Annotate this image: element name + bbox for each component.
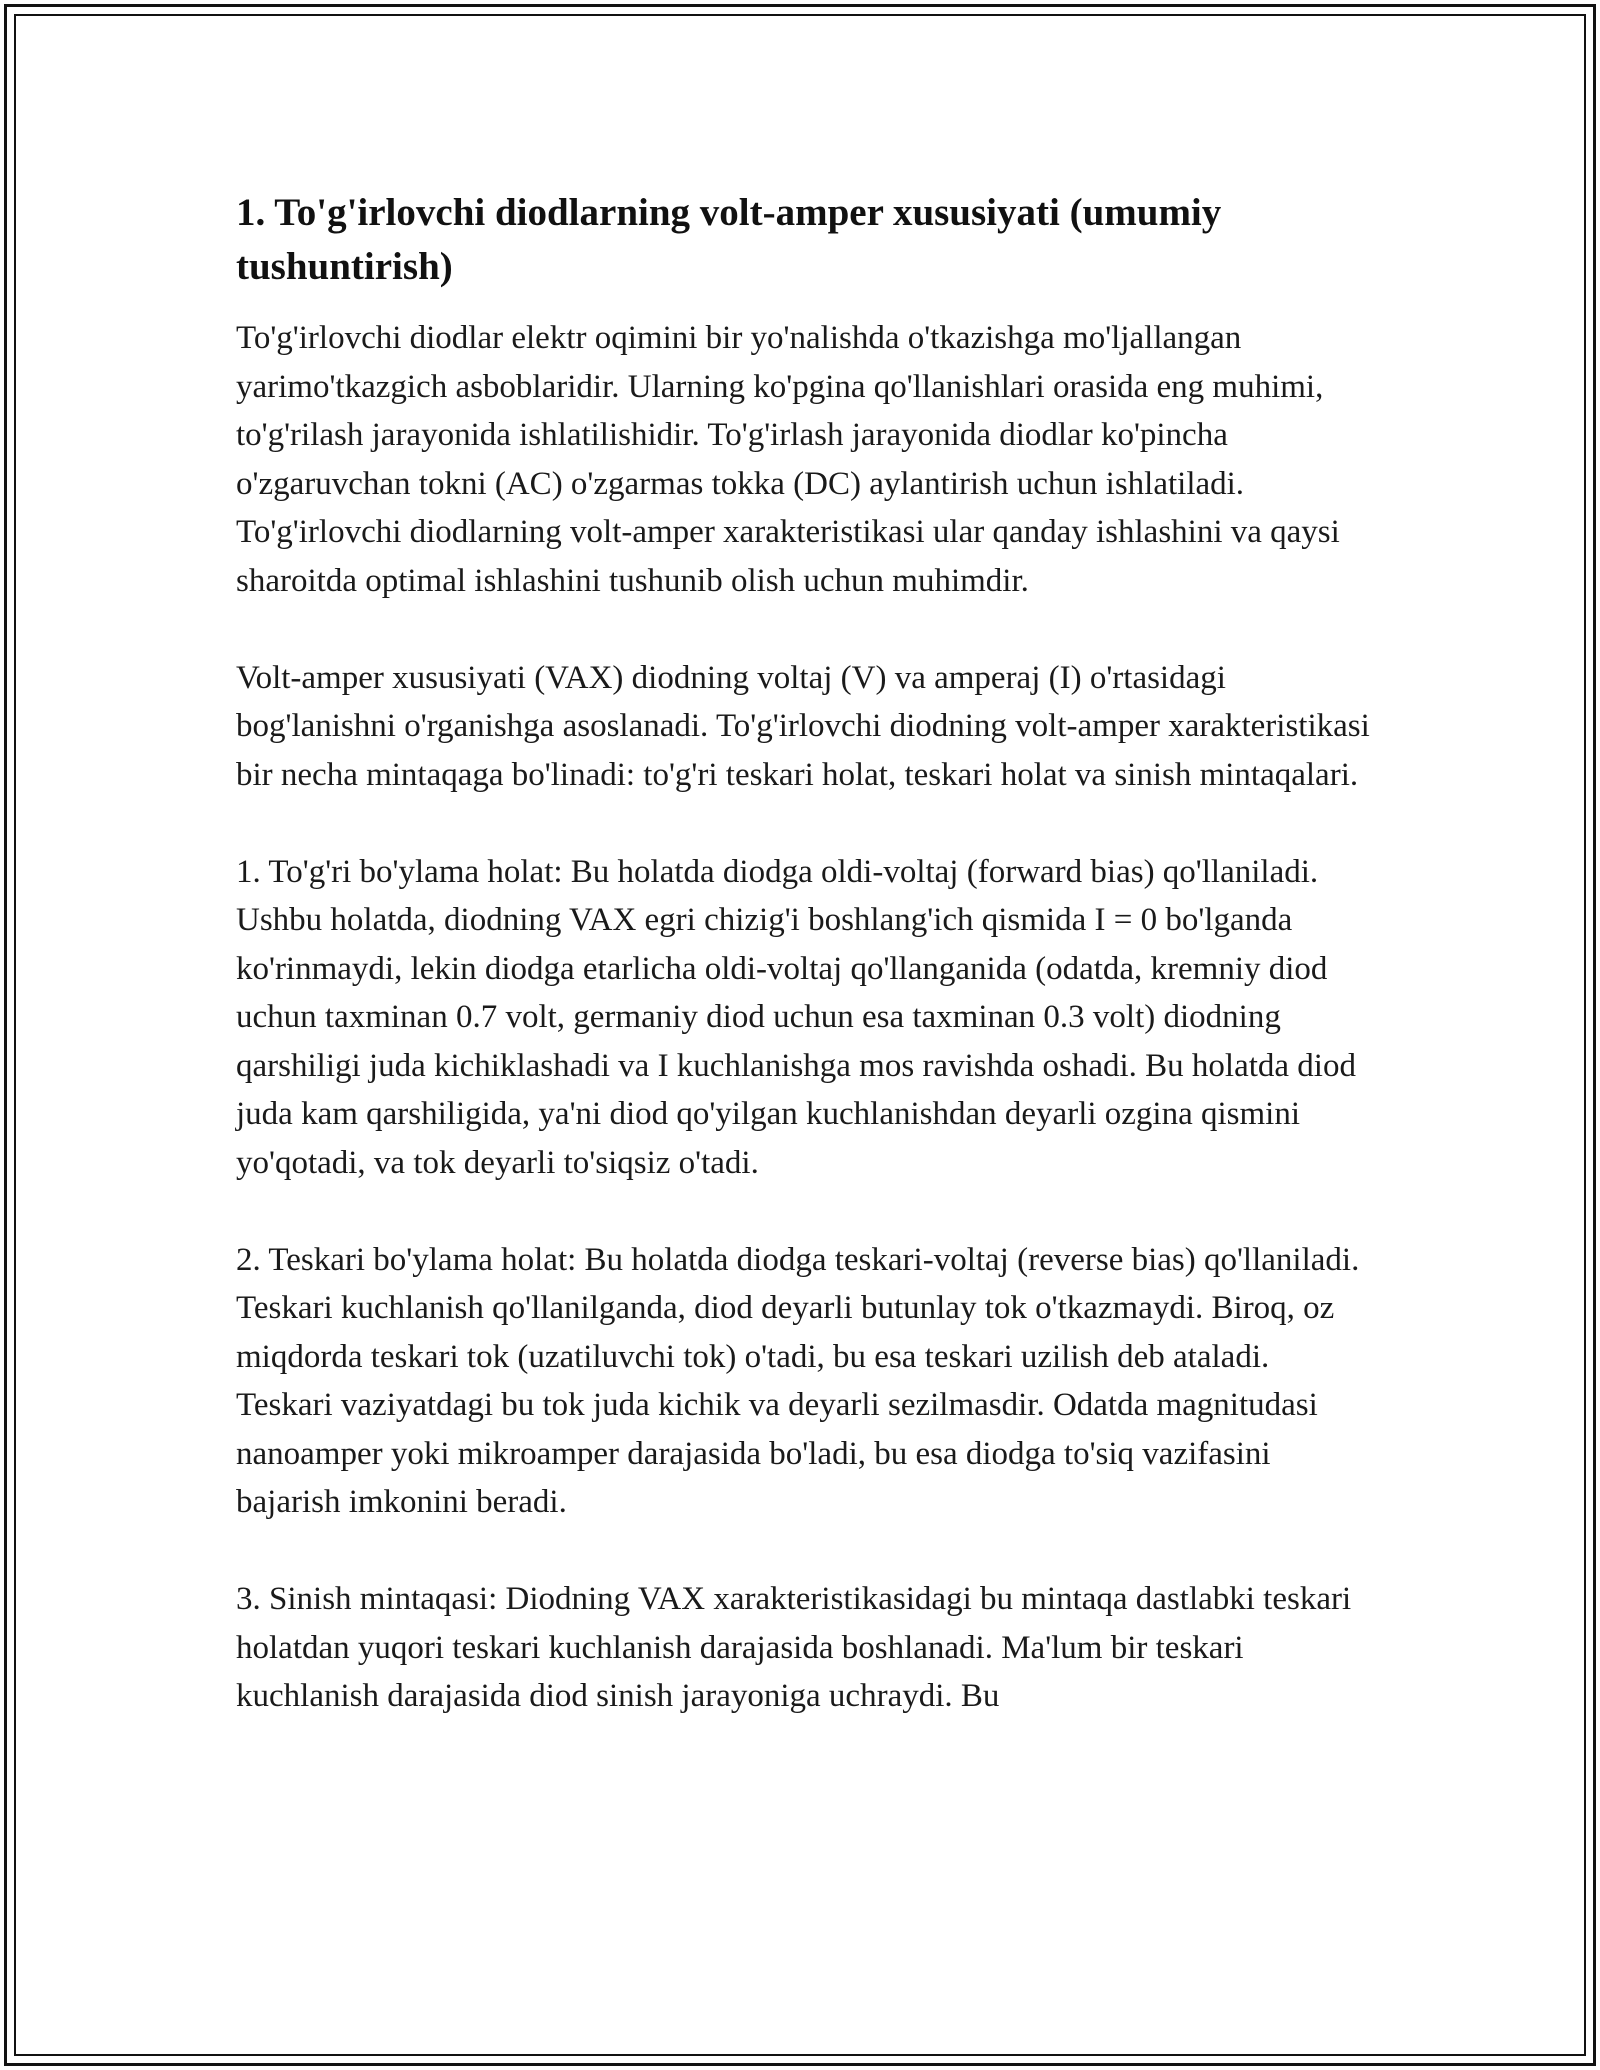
section-title: 1. To'g'irlovchi diodlarning volt-amper xususiyati (umumiy tushuntirish)	[236, 191, 1222, 288]
paragraph-vax-definition: Volt-amper xususiyati (VAX) diodning voltaj (V) va amperaj (I) o'rtasidagi bog'lanishni o'rganishga asoslanadi. To'g'irlovchi diodning volt-amper xarakteristikasi bir necha mintaqaga bo'linadi: to'g'ri teskari holat, teskari holat va sinish mintaqalari.	[236, 659, 1370, 793]
document-body	[236, 186, 1372, 1769]
paragraph-reverse-bias: 2. Teskari bo'ylama holat: Bu holatda diodga teskari-voltaj (reverse bias) qo'llaniladi. Teskari kuchlanish qo'llanilganda, diod deyarli butunlay tok o'tkazmaydi. Biroq, oz miqdorda teskari tok (uzatiluvchi tok) o'tadi, bu esa teskari uzilish deb ataladi. Teskari vaziyatdagi bu tok juda kichik va deyarli sezilmasdir. Odatda magnitudasi nanoamper yoki mikroamper darajasida bo'ladi, bu esa diodga to'siq vazifasini bajarish imkonini beradi.	[236, 1241, 1360, 1520]
paragraph-breakdown-region: 3. Sinish mintaqasi: Diodning VAX xarakteristikasidagi bu mintaqa dastlabki teskari holatdan yuqori teskari kuchlanish darajasida boshlanadi. Ma'lum bir teskari kuchlanish darajasida diod sinish jarayoniga uchraydi. Bu	[236, 1581, 1352, 1714]
paragraph-intro: To'g'irlovchi diodlar elektr oqimini bir yo'nalishda o'tkazishga mo'ljallangan yarimo'tkazgich asboblaridir. Ularning ko'pgina qo'llanishlari orasida eng muhimi, to'g'rilash jarayonida ishlatilishidir. To'g'irlash jarayonida diodlar ko'pincha o'zgaruvchan tokni (AC) o'zgarmas tokka (DC) aylantirish uchun ishlatiladi. To'g'irlovchi diodlarning volt-amper xarakteristikasi ular qanday ishlashini va qaysi sharoitda optimal ishlashini tushunib olish uchun muhimdir.	[236, 320, 1340, 599]
paragraph-forward-bias: 1. To'g'ri bo'ylama holat: Bu holatda diodga oldi-voltaj (forward bias) qo'llaniladi. Ushbu holatda, diodning VAX egri chizig'i boshlang'ich qismida I = 0 bo'lganda ko'rinmaydi, lekin diodga etarlicha oldi-voltaj qo'llanganida (odatda, kremniy diod uchun taxminan 0.7 volt, germaniy diod uchun esa taxminan 0.3 volt) diodning qarshiligi juda kichiklashadi va I kuchlanishga mos ravishda oshadi. Bu holatda diod juda kam qarshiligida, ya'ni diod qo'yilgan kuchlanishdan deyarli ozgina qismini yo'qotadi, va tok deyarli to'siqsiz o'tadi.	[236, 853, 1356, 1181]
